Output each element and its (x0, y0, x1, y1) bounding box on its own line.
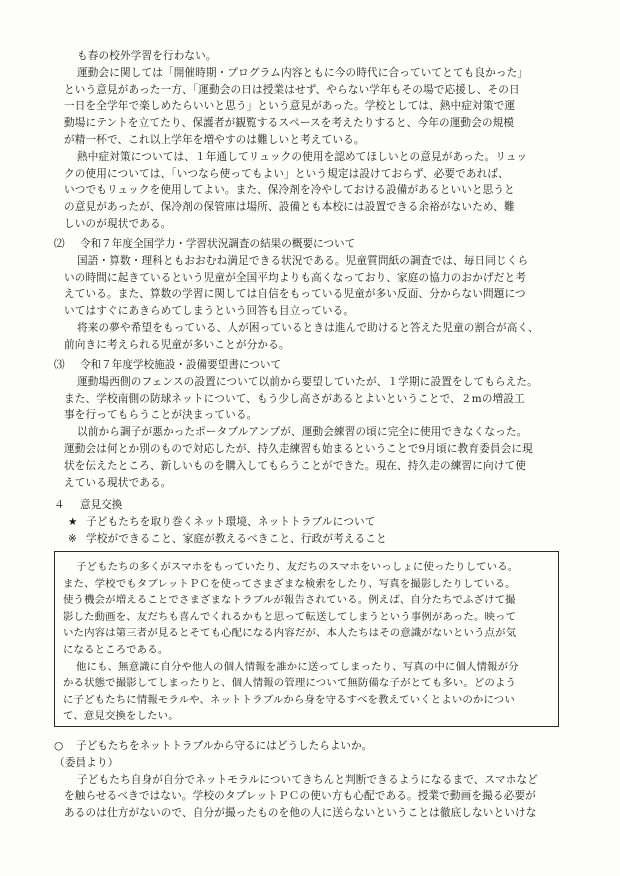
intro-line: という意見があった一方、「運動会の日は授業はせず、やらない学年もその場で応援し、その日 (64, 83, 520, 96)
section-4-note (54, 531, 564, 548)
intro-line: いつでもリュックを使用してよい。また、保冷剤を冷やしておける設備があるといいと思うと (64, 184, 515, 197)
box-line: いた内容は第三者が見るとそても心配になる内容だが、本人たちはその意識がないという点が気 (63, 627, 517, 640)
box-line: に子どもたちに情報モラルや、ネットトラブルから身を守るすべを教えていくとよいのかについ (63, 693, 515, 706)
star-icon: ★ (68, 515, 78, 528)
section-3-heading (54, 357, 564, 374)
intro-line: しいのが現状である。 (64, 217, 172, 230)
section-4-note-text: 学校ができること、家庭が教えるべきこと、行政が考えること (86, 532, 387, 545)
intro-section (64, 48, 564, 233)
section-4-heading (54, 497, 564, 514)
question-line: を触らせるべきではない。学校のタブレットＰＣの使い方も心配である。授業で動画を撮る必要が (64, 790, 536, 803)
question-speaker: （委員より） (54, 756, 119, 769)
section-4 (54, 497, 564, 547)
section-2-line: 将来の夢や希望をもっている、人が困っているときは進んで助けると答えた児童の割合が高く、 (77, 321, 539, 334)
question-text: 子どもたちをネットトラブルから守るにはどうしたらよいか。 (76, 740, 373, 752)
intro-line: クの使用については、「いつなら使ってもよい」という規定は設けておらず、必要であれば、 (64, 167, 509, 180)
section-3-line: 状を伝えたところ、新しいものを購入してもらうことができた。現在、持久走の練習に向けて使 (64, 459, 526, 472)
section-2-heading (54, 236, 564, 253)
box-line: 影した動画を、友だちも喜んでくれるかもと思って転送してしまうという事例があった。映って (63, 610, 517, 623)
box-line: て、意見交換をしたい。 (63, 710, 179, 723)
intro-line: の意見があったが、保冷剤の保管庫は場所、設備とも本校には設置できる余裕がないため、難 (64, 201, 515, 214)
section-2-line: いの時間に起きているという児童が全国平均よりも高くなっており、家庭の協力のおかげだと考 (64, 271, 526, 284)
box-line: かる状態で撮影してしまったりと、個人情報の管理について無防備な子がとても多い。どのよう (63, 677, 517, 690)
section-2-number: ⑵ (54, 238, 65, 250)
section-3 (54, 357, 564, 491)
question-line: あるのは仕方がないので、自分が撮ったものを他の人に送らないということは徹底しないといけな (64, 807, 537, 820)
discussion-box (54, 551, 559, 727)
section-2-line: 前向きに考えられる児童が多いことが分かる。 (64, 338, 290, 351)
question-line: 子どもたち自身が自分でネットモラルについてきちんと判断できるようになるまで、スマホなど (77, 773, 539, 786)
section-3-line: 以前から調子が悪かったポータブルアンプが、運動会練習の頃に完全に使用できなくなった。 (77, 426, 528, 439)
note-mark-icon: ※ (68, 532, 78, 545)
section-2-line: えている。また、算数の学習に関しては自信をもっている児童が多い反面、分からない問題につ (64, 288, 526, 301)
section-4-number: ４ (54, 499, 65, 511)
circle-mark-icon: ○ (54, 740, 64, 752)
intro-line: が精一杯で、これ以上学年を増やすのは難しいと考えている。 (64, 133, 365, 146)
section-3-line: 運動場西側のフェンスの設置について以前から要望していたが、１学期に設置をしてもらえた。 (77, 375, 538, 388)
question-section (54, 738, 564, 822)
section-3-line: 運動会は何とか別のもので対応したが、持久走練習も始まるということで9月頃に教育委員会に現 (64, 442, 533, 455)
box-line: 子どもたちの多くがスマホをもっていたり、友だちのスマホをいっしょに使ったりしている。 (76, 561, 519, 573)
question-heading (54, 738, 564, 755)
section-3-line: また、学校南側の防球ネットについて、もう少し高さがあるとよいということで、２mの増設工 (64, 392, 525, 405)
box-line: 他にも、無意識に自分や他人の個人情報を誰かに送ってしまったり、写真の中に個人情報が分 (76, 660, 519, 673)
section-4-topic (54, 514, 564, 531)
section-2 (54, 236, 564, 354)
section-2-line: いてはすぐにあきらめてしまうという回答も目立っている。 (64, 305, 355, 318)
box-line: になるところである。 (63, 643, 169, 656)
section-3-title: 令和７年度学校施設・設備要望書について (80, 359, 282, 371)
box-line: 使う機会が増えることでさまざまなトラブルが報告されている。例えば、自分たちでふざけて撮 (63, 594, 516, 607)
intro-line: 動場にテントを立てたり、保護者が観覧するスペースを考えたりすると、今年の運動会の規模 (64, 117, 515, 130)
intro-line: 熱中症対策については、１年通してリュックの使用を認めてほしいとの意見があった。リュッ (77, 150, 528, 163)
section-3-line: えている現状である。 (64, 476, 172, 489)
section-2-line: 国語・算数・理科ともおおむね満足できる状況である。児童質問紙の調査では、毎日同じくら (77, 254, 529, 267)
section-3-number: ⑶ (54, 359, 65, 371)
intro-line: 一日を全学年で楽しめたらいいと思う」という意見があった。学校としては、熱中症対策で運 (64, 100, 516, 113)
section-4-title: 意見交換 (80, 499, 123, 511)
intro-line: 運動会に関しては「開催時期・プログラム内容ともに今の時代に合っていてとても良かった」 (77, 66, 529, 79)
section-3-line: 事を行ってもらうことが決まっている。 (64, 409, 258, 422)
section-2-title: 令和７年度全国学力・学習状況調査の結果の概要について (80, 238, 356, 250)
section-4-topic-text: 子どもたちを取り巻くネット環境、ネットトラブルについて (86, 515, 376, 528)
box-line: また、学校でもタブレットＰＣを使ってさまざまな検索をしたり、写真を撮影したりしている。 (63, 577, 516, 590)
intro-line: も春の校外学習を行わない。 (77, 50, 217, 62)
